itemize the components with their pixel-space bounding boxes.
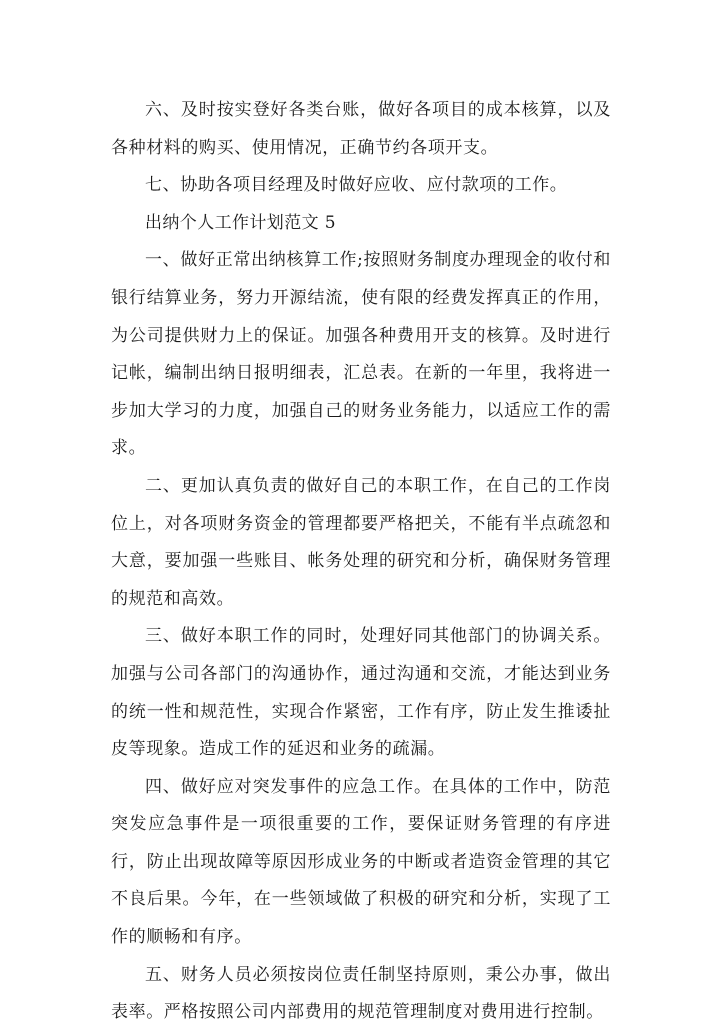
paragraph-item-5: 五、财务人员必须按岗位责任制坚持原则，秉公办事，做出表率。严格按照公司内部费用的规范管理制度对费用进行控制。 (111, 964, 611, 1023)
paragraph-item-6: 六、及时按实登好各类台账，做好各项目的成本核算，以及各种材料的购买、使用情况，正确节约各项开支。 (111, 100, 611, 158)
paragraph-item-7: 七、协助各项目经理及时做好应收、应付款项的工作。 (145, 175, 568, 196)
paragraph-item-2: 二、更加认真负责的做好自己的本职工作，在自己的工作岗位上，对各项财务资金的管理都要严格把关，不能有半点疏忽和大意，要加强一些账目、帐务处理的研究和分析，确保财务管理的规范和高效。 (111, 475, 611, 609)
paragraph-item-4: 四、做好应对突发事件的应急工作。在具体的工作中，防范突发应急事件是一项很重要的工作，要保证财务管理的有序进行，防止出现故障等原因形成业务的中断或者造资金管理的其它不良后果。今年，在一些领域做了积极的研究和分析，实现了工作的顺畅和有序。 (111, 776, 611, 948)
paragraph-item-3: 三、做好本职工作的同时，处理好同其他部门的协调关系。加强与公司各部门的沟通协作，通过沟通和交流，才能达到业务的统一性和规范性，实现合作紧密，工作有序，防止发生推诿扯皮等现象。造成工作的延迟和业务的疏漏。 (111, 626, 611, 760)
section-heading: 出纳个人工作计划范文 5 (145, 212, 337, 233)
document-body (111, 92, 611, 1032)
paragraph-item-1: 一、做好正常出纳核算工作;按照财务制度办理现金的收付和银行结算业务，努力开源结流，使有限的经费发挥真正的作用，为公司提供财力上的保证。加强各种费用开支的核算。及时进行记帐，编制出纳日报明细表，汇总表。在新的一年里，我将进一步加大学习的力度，加强自己的财务业务能力，以适应工作的需求。 (111, 250, 611, 459)
